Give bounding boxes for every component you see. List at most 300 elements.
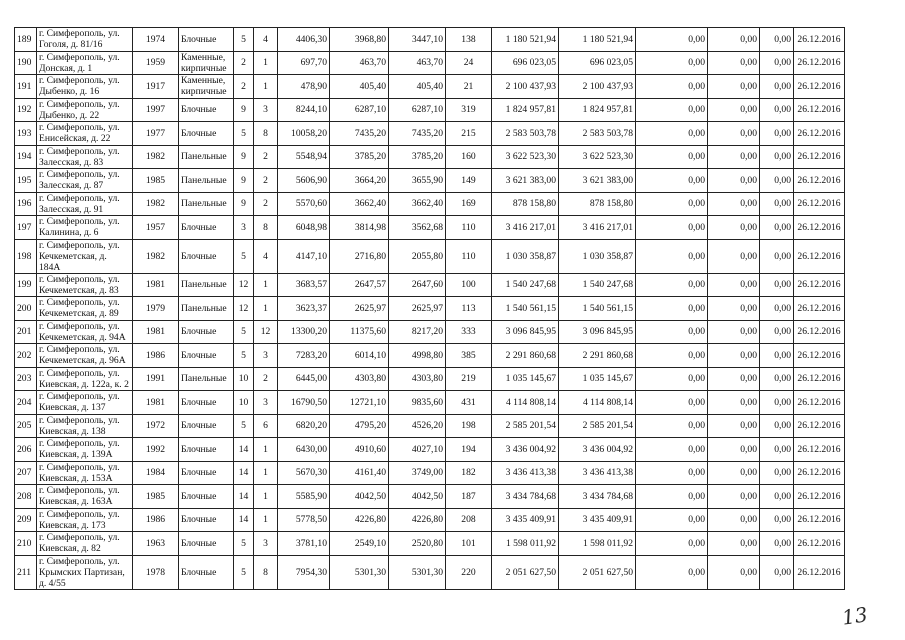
floors-cell: 10 bbox=[234, 391, 254, 415]
address-cell: г. Симферополь, ул. Енисейская, д. 22 bbox=[37, 122, 133, 146]
cost-fund-cell: 3 096 845,95 bbox=[559, 320, 636, 344]
year-cell: 1972 bbox=[133, 414, 179, 438]
private-area-cell: 3749,00 bbox=[389, 461, 446, 485]
zero-value-1-cell: 0,00 bbox=[636, 75, 708, 99]
row-number: 208 bbox=[15, 485, 37, 509]
address-cell: г. Симферополь, ул. Дыбенко, д. 16 bbox=[37, 75, 133, 99]
cost-total-cell: 3 435 409,91 bbox=[492, 508, 559, 532]
floors-cell: 9 bbox=[234, 192, 254, 216]
table-row bbox=[15, 273, 845, 297]
date-cell: 26.12.2016 bbox=[794, 273, 845, 297]
zero-value-3-cell: 0,00 bbox=[760, 192, 794, 216]
date-cell: 26.12.2016 bbox=[794, 51, 845, 75]
wall-material-cell: Блочные bbox=[179, 438, 234, 462]
table-row bbox=[15, 51, 845, 75]
total-area-cell: 16790,50 bbox=[278, 391, 330, 415]
floors-cell: 14 bbox=[234, 461, 254, 485]
floors-cell: 14 bbox=[234, 485, 254, 509]
private-area-cell: 3785,20 bbox=[389, 145, 446, 169]
table-row bbox=[15, 438, 845, 462]
zero-value-2-cell: 0,00 bbox=[708, 344, 760, 368]
year-cell: 1991 bbox=[133, 367, 179, 391]
address-cell: г. Симферополь, ул. Киевская, д. 82 bbox=[37, 532, 133, 556]
address-cell: г. Симферополь, ул. Донская, д. 1 bbox=[37, 51, 133, 75]
cost-fund-cell: 1 030 358,87 bbox=[559, 239, 636, 273]
table-row bbox=[15, 508, 845, 532]
living-area-cell: 12721,10 bbox=[330, 391, 389, 415]
residents-cell: 149 bbox=[446, 169, 492, 193]
private-area-cell: 7435,20 bbox=[389, 122, 446, 146]
address-cell: г. Симферополь, ул. Киевская, д. 153А bbox=[37, 461, 133, 485]
living-area-cell: 3785,20 bbox=[330, 145, 389, 169]
row-number: 205 bbox=[15, 414, 37, 438]
cost-total-cell: 1 540 561,15 bbox=[492, 297, 559, 321]
address-cell: г. Симферополь, ул. Киевская, д. 173 bbox=[37, 508, 133, 532]
wall-material-cell: Блочные bbox=[179, 532, 234, 556]
cost-fund-cell: 1 540 247,68 bbox=[559, 273, 636, 297]
zero-value-1-cell: 0,00 bbox=[636, 508, 708, 532]
residents-cell: 385 bbox=[446, 344, 492, 368]
cost-fund-cell: 2 291 860,68 bbox=[559, 344, 636, 368]
private-area-cell: 4042,50 bbox=[389, 485, 446, 509]
zero-value-3-cell: 0,00 bbox=[760, 169, 794, 193]
cost-fund-cell: 2 051 627,50 bbox=[559, 555, 636, 589]
zero-value-1-cell: 0,00 bbox=[636, 122, 708, 146]
document-page bbox=[14, 27, 845, 590]
date-cell: 26.12.2016 bbox=[794, 28, 845, 52]
residents-cell: 160 bbox=[446, 145, 492, 169]
cost-fund-cell: 1 180 521,94 bbox=[559, 28, 636, 52]
residents-cell: 110 bbox=[446, 216, 492, 240]
zero-value-2-cell: 0,00 bbox=[708, 273, 760, 297]
wall-material-cell: Блочные bbox=[179, 216, 234, 240]
floors-cell: 2 bbox=[234, 51, 254, 75]
table-row bbox=[15, 297, 845, 321]
entrances-cell: 8 bbox=[254, 555, 278, 589]
zero-value-3-cell: 0,00 bbox=[760, 216, 794, 240]
wall-material-cell: Блочные bbox=[179, 414, 234, 438]
year-cell: 1959 bbox=[133, 51, 179, 75]
total-area-cell: 3781,10 bbox=[278, 532, 330, 556]
zero-value-3-cell: 0,00 bbox=[760, 344, 794, 368]
private-area-cell: 8217,20 bbox=[389, 320, 446, 344]
cost-fund-cell: 3 436 004,92 bbox=[559, 438, 636, 462]
cost-total-cell: 1 180 521,94 bbox=[492, 28, 559, 52]
cost-total-cell: 3 434 784,68 bbox=[492, 485, 559, 509]
entrances-cell: 1 bbox=[254, 51, 278, 75]
floors-cell: 3 bbox=[234, 216, 254, 240]
wall-material-cell: Панельные bbox=[179, 169, 234, 193]
floors-cell: 9 bbox=[234, 98, 254, 122]
zero-value-2-cell: 0,00 bbox=[708, 532, 760, 556]
zero-value-1-cell: 0,00 bbox=[636, 485, 708, 509]
zero-value-1-cell: 0,00 bbox=[636, 438, 708, 462]
living-area-cell: 4161,40 bbox=[330, 461, 389, 485]
total-area-cell: 6430,00 bbox=[278, 438, 330, 462]
table-row bbox=[15, 344, 845, 368]
total-area-cell: 5606,90 bbox=[278, 169, 330, 193]
year-cell: 1982 bbox=[133, 145, 179, 169]
row-number: 190 bbox=[15, 51, 37, 75]
cost-total-cell: 3 622 523,30 bbox=[492, 145, 559, 169]
row-number: 193 bbox=[15, 122, 37, 146]
residents-cell: 208 bbox=[446, 508, 492, 532]
entrances-cell: 8 bbox=[254, 122, 278, 146]
cost-total-cell: 3 096 845,95 bbox=[492, 320, 559, 344]
cost-total-cell: 1 540 247,68 bbox=[492, 273, 559, 297]
address-cell: г. Симферополь, ул. Киевская, д. 139А bbox=[37, 438, 133, 462]
zero-value-2-cell: 0,00 bbox=[708, 438, 760, 462]
row-number: 200 bbox=[15, 297, 37, 321]
year-cell: 1974 bbox=[133, 28, 179, 52]
entrances-cell: 3 bbox=[254, 344, 278, 368]
living-area-cell: 6287,10 bbox=[330, 98, 389, 122]
table-row bbox=[15, 122, 845, 146]
cost-total-cell: 2 583 503,78 bbox=[492, 122, 559, 146]
floors-cell: 5 bbox=[234, 28, 254, 52]
zero-value-2-cell: 0,00 bbox=[708, 320, 760, 344]
wall-material-cell: Блочные bbox=[179, 555, 234, 589]
wall-material-cell: Каменные, кирпичные bbox=[179, 51, 234, 75]
cost-total-cell: 1 035 145,67 bbox=[492, 367, 559, 391]
date-cell: 26.12.2016 bbox=[794, 192, 845, 216]
zero-value-1-cell: 0,00 bbox=[636, 273, 708, 297]
private-area-cell: 5301,30 bbox=[389, 555, 446, 589]
entrances-cell: 2 bbox=[254, 169, 278, 193]
private-area-cell: 4998,80 bbox=[389, 344, 446, 368]
cost-fund-cell: 3 436 413,38 bbox=[559, 461, 636, 485]
zero-value-3-cell: 0,00 bbox=[760, 273, 794, 297]
total-area-cell: 5570,60 bbox=[278, 192, 330, 216]
living-area-cell: 7435,20 bbox=[330, 122, 389, 146]
zero-value-1-cell: 0,00 bbox=[636, 169, 708, 193]
floors-cell: 12 bbox=[234, 273, 254, 297]
address-cell: г. Симферополь, ул. Дыбенко, д. 22 bbox=[37, 98, 133, 122]
table-row bbox=[15, 169, 845, 193]
total-area-cell: 7283,20 bbox=[278, 344, 330, 368]
cost-total-cell: 3 436 413,38 bbox=[492, 461, 559, 485]
cost-fund-cell: 3 435 409,91 bbox=[559, 508, 636, 532]
address-cell: г. Симферополь, ул. Гоголя, д. 81/16 bbox=[37, 28, 133, 52]
residents-cell: 24 bbox=[446, 51, 492, 75]
year-cell: 1985 bbox=[133, 169, 179, 193]
zero-value-2-cell: 0,00 bbox=[708, 367, 760, 391]
living-area-cell: 4795,20 bbox=[330, 414, 389, 438]
date-cell: 26.12.2016 bbox=[794, 461, 845, 485]
entrances-cell: 3 bbox=[254, 532, 278, 556]
address-cell: г. Симферополь, ул. Крымских Партизан, д. 4/55 bbox=[37, 555, 133, 589]
zero-value-1-cell: 0,00 bbox=[636, 192, 708, 216]
entrances-cell: 2 bbox=[254, 192, 278, 216]
private-area-cell: 3447,10 bbox=[389, 28, 446, 52]
row-number: 203 bbox=[15, 367, 37, 391]
zero-value-3-cell: 0,00 bbox=[760, 438, 794, 462]
living-area-cell: 405,40 bbox=[330, 75, 389, 99]
year-cell: 1957 bbox=[133, 216, 179, 240]
entrances-cell: 4 bbox=[254, 239, 278, 273]
zero-value-1-cell: 0,00 bbox=[636, 532, 708, 556]
zero-value-1-cell: 0,00 bbox=[636, 414, 708, 438]
cost-fund-cell: 2 100 437,93 bbox=[559, 75, 636, 99]
zero-value-2-cell: 0,00 bbox=[708, 461, 760, 485]
address-cell: г. Симферополь, ул. Киевская, д. 163А bbox=[37, 485, 133, 509]
date-cell: 26.12.2016 bbox=[794, 98, 845, 122]
living-area-cell: 2625,97 bbox=[330, 297, 389, 321]
address-cell: г. Симферополь, ул. Киевская, д. 137 bbox=[37, 391, 133, 415]
year-cell: 1992 bbox=[133, 438, 179, 462]
living-area-cell: 6014,10 bbox=[330, 344, 389, 368]
residents-cell: 21 bbox=[446, 75, 492, 99]
wall-material-cell: Блочные bbox=[179, 122, 234, 146]
wall-material-cell: Панельные bbox=[179, 192, 234, 216]
cost-total-cell: 3 416 217,01 bbox=[492, 216, 559, 240]
zero-value-1-cell: 0,00 bbox=[636, 461, 708, 485]
year-cell: 1984 bbox=[133, 461, 179, 485]
zero-value-3-cell: 0,00 bbox=[760, 122, 794, 146]
date-cell: 26.12.2016 bbox=[794, 297, 845, 321]
wall-material-cell: Блочные bbox=[179, 461, 234, 485]
living-area-cell: 4042,50 bbox=[330, 485, 389, 509]
row-number: 202 bbox=[15, 344, 37, 368]
zero-value-2-cell: 0,00 bbox=[708, 485, 760, 509]
table-row bbox=[15, 239, 845, 273]
living-area-cell: 3662,40 bbox=[330, 192, 389, 216]
row-number: 189 bbox=[15, 28, 37, 52]
cost-fund-cell: 3 434 784,68 bbox=[559, 485, 636, 509]
total-area-cell: 3623,37 bbox=[278, 297, 330, 321]
floors-cell: 14 bbox=[234, 508, 254, 532]
floors-cell: 2 bbox=[234, 75, 254, 99]
entrances-cell: 1 bbox=[254, 438, 278, 462]
entrances-cell: 2 bbox=[254, 145, 278, 169]
floors-cell: 9 bbox=[234, 169, 254, 193]
private-area-cell: 3562,68 bbox=[389, 216, 446, 240]
zero-value-2-cell: 0,00 bbox=[708, 216, 760, 240]
wall-material-cell: Панельные bbox=[179, 145, 234, 169]
row-number: 209 bbox=[15, 508, 37, 532]
table-row bbox=[15, 461, 845, 485]
wall-material-cell: Блочные bbox=[179, 508, 234, 532]
entrances-cell: 1 bbox=[254, 273, 278, 297]
living-area-cell: 2716,80 bbox=[330, 239, 389, 273]
year-cell: 1986 bbox=[133, 508, 179, 532]
row-number: 197 bbox=[15, 216, 37, 240]
year-cell: 1917 bbox=[133, 75, 179, 99]
residents-cell: 113 bbox=[446, 297, 492, 321]
floors-cell: 14 bbox=[234, 438, 254, 462]
year-cell: 1986 bbox=[133, 344, 179, 368]
entrances-cell: 12 bbox=[254, 320, 278, 344]
total-area-cell: 8244,10 bbox=[278, 98, 330, 122]
entrances-cell: 4 bbox=[254, 28, 278, 52]
residents-cell: 431 bbox=[446, 391, 492, 415]
living-area-cell: 3814,98 bbox=[330, 216, 389, 240]
private-area-cell: 2647,60 bbox=[389, 273, 446, 297]
zero-value-2-cell: 0,00 bbox=[708, 239, 760, 273]
year-cell: 1997 bbox=[133, 98, 179, 122]
total-area-cell: 5778,50 bbox=[278, 508, 330, 532]
table-row bbox=[15, 414, 845, 438]
floors-cell: 5 bbox=[234, 320, 254, 344]
residents-cell: 101 bbox=[446, 532, 492, 556]
housing-register-table bbox=[14, 27, 845, 590]
year-cell: 1963 bbox=[133, 532, 179, 556]
year-cell: 1982 bbox=[133, 239, 179, 273]
zero-value-2-cell: 0,00 bbox=[708, 145, 760, 169]
living-area-cell: 3664,20 bbox=[330, 169, 389, 193]
residents-cell: 198 bbox=[446, 414, 492, 438]
address-cell: г. Симферополь, ул. Кечкеметская, д. 184А bbox=[37, 239, 133, 273]
total-area-cell: 3683,57 bbox=[278, 273, 330, 297]
private-area-cell: 463,70 bbox=[389, 51, 446, 75]
wall-material-cell: Блочные bbox=[179, 391, 234, 415]
total-area-cell: 5670,30 bbox=[278, 461, 330, 485]
living-area-cell: 4910,60 bbox=[330, 438, 389, 462]
zero-value-1-cell: 0,00 bbox=[636, 320, 708, 344]
table-row bbox=[15, 485, 845, 509]
entrances-cell: 1 bbox=[254, 485, 278, 509]
zero-value-1-cell: 0,00 bbox=[636, 51, 708, 75]
table-row bbox=[15, 75, 845, 99]
cost-total-cell: 1 598 011,92 bbox=[492, 532, 559, 556]
cost-fund-cell: 2 583 503,78 bbox=[559, 122, 636, 146]
row-number: 194 bbox=[15, 145, 37, 169]
row-number: 195 bbox=[15, 169, 37, 193]
cost-total-cell: 1 824 957,81 bbox=[492, 98, 559, 122]
row-number: 191 bbox=[15, 75, 37, 99]
residents-cell: 215 bbox=[446, 122, 492, 146]
total-area-cell: 6820,20 bbox=[278, 414, 330, 438]
zero-value-1-cell: 0,00 bbox=[636, 367, 708, 391]
zero-value-2-cell: 0,00 bbox=[708, 414, 760, 438]
cost-fund-cell: 4 114 808,14 bbox=[559, 391, 636, 415]
row-number: 204 bbox=[15, 391, 37, 415]
entrances-cell: 6 bbox=[254, 414, 278, 438]
table-row bbox=[15, 320, 845, 344]
zero-value-3-cell: 0,00 bbox=[760, 532, 794, 556]
zero-value-3-cell: 0,00 bbox=[760, 367, 794, 391]
entrances-cell: 1 bbox=[254, 297, 278, 321]
handwritten-page-number: 13 bbox=[840, 602, 869, 630]
total-area-cell: 13300,20 bbox=[278, 320, 330, 344]
cost-total-cell: 3 621 383,00 bbox=[492, 169, 559, 193]
date-cell: 26.12.2016 bbox=[794, 75, 845, 99]
date-cell: 26.12.2016 bbox=[794, 344, 845, 368]
zero-value-2-cell: 0,00 bbox=[708, 98, 760, 122]
private-area-cell: 4303,80 bbox=[389, 367, 446, 391]
cost-total-cell: 878 158,80 bbox=[492, 192, 559, 216]
wall-material-cell: Панельные bbox=[179, 273, 234, 297]
living-area-cell: 4303,80 bbox=[330, 367, 389, 391]
zero-value-2-cell: 0,00 bbox=[708, 51, 760, 75]
address-cell: г. Симферополь, ул. Калинина, д. 6 bbox=[37, 216, 133, 240]
wall-material-cell: Блочные bbox=[179, 344, 234, 368]
living-area-cell: 3968,80 bbox=[330, 28, 389, 52]
cost-total-cell: 2 100 437,93 bbox=[492, 75, 559, 99]
zero-value-1-cell: 0,00 bbox=[636, 391, 708, 415]
zero-value-3-cell: 0,00 bbox=[760, 485, 794, 509]
zero-value-1-cell: 0,00 bbox=[636, 216, 708, 240]
address-cell: г. Симферополь, ул. Киевская, д. 122а, к. 2 bbox=[37, 367, 133, 391]
cost-total-cell: 3 436 004,92 bbox=[492, 438, 559, 462]
zero-value-3-cell: 0,00 bbox=[760, 239, 794, 273]
cost-fund-cell: 3 622 523,30 bbox=[559, 145, 636, 169]
date-cell: 26.12.2016 bbox=[794, 391, 845, 415]
total-area-cell: 10058,20 bbox=[278, 122, 330, 146]
row-number: 206 bbox=[15, 438, 37, 462]
year-cell: 1979 bbox=[133, 297, 179, 321]
cost-fund-cell: 3 621 383,00 bbox=[559, 169, 636, 193]
row-number: 201 bbox=[15, 320, 37, 344]
zero-value-1-cell: 0,00 bbox=[636, 145, 708, 169]
address-cell: г. Симферополь, ул. Кечкеметская, д. 94А bbox=[37, 320, 133, 344]
floors-cell: 5 bbox=[234, 122, 254, 146]
wall-material-cell: Панельные bbox=[179, 297, 234, 321]
table-row bbox=[15, 28, 845, 52]
zero-value-2-cell: 0,00 bbox=[708, 555, 760, 589]
date-cell: 26.12.2016 bbox=[794, 122, 845, 146]
cost-fund-cell: 3 416 217,01 bbox=[559, 216, 636, 240]
zero-value-3-cell: 0,00 bbox=[760, 320, 794, 344]
zero-value-2-cell: 0,00 bbox=[708, 508, 760, 532]
zero-value-3-cell: 0,00 bbox=[760, 461, 794, 485]
table-row bbox=[15, 555, 845, 589]
living-area-cell: 2549,10 bbox=[330, 532, 389, 556]
total-area-cell: 6445,00 bbox=[278, 367, 330, 391]
zero-value-3-cell: 0,00 bbox=[760, 145, 794, 169]
entrances-cell: 8 bbox=[254, 216, 278, 240]
zero-value-3-cell: 0,00 bbox=[760, 391, 794, 415]
table-row bbox=[15, 145, 845, 169]
residents-cell: 100 bbox=[446, 273, 492, 297]
residents-cell: 220 bbox=[446, 555, 492, 589]
address-cell: г. Симферополь, ул. Залесская, д. 91 bbox=[37, 192, 133, 216]
cost-fund-cell: 2 585 201,54 bbox=[559, 414, 636, 438]
private-area-cell: 6287,10 bbox=[389, 98, 446, 122]
zero-value-3-cell: 0,00 bbox=[760, 555, 794, 589]
private-area-cell: 4226,80 bbox=[389, 508, 446, 532]
residents-cell: 182 bbox=[446, 461, 492, 485]
total-area-cell: 7954,30 bbox=[278, 555, 330, 589]
total-area-cell: 4147,10 bbox=[278, 239, 330, 273]
row-number: 210 bbox=[15, 532, 37, 556]
address-cell: г. Симферополь, ул. Кечкеметская, д. 96А bbox=[37, 344, 133, 368]
floors-cell: 5 bbox=[234, 532, 254, 556]
address-cell: г. Симферополь, ул. Кечкеметская, д. 89 bbox=[37, 297, 133, 321]
cost-fund-cell: 1 824 957,81 bbox=[559, 98, 636, 122]
wall-material-cell: Блочные bbox=[179, 320, 234, 344]
total-area-cell: 697,70 bbox=[278, 51, 330, 75]
residents-cell: 138 bbox=[446, 28, 492, 52]
wall-material-cell: Панельные bbox=[179, 367, 234, 391]
year-cell: 1982 bbox=[133, 192, 179, 216]
zero-value-3-cell: 0,00 bbox=[760, 28, 794, 52]
wall-material-cell: Блочные bbox=[179, 485, 234, 509]
wall-material-cell: Блочные bbox=[179, 239, 234, 273]
date-cell: 26.12.2016 bbox=[794, 320, 845, 344]
table-body bbox=[15, 28, 845, 590]
date-cell: 26.12.2016 bbox=[794, 239, 845, 273]
zero-value-1-cell: 0,00 bbox=[636, 239, 708, 273]
zero-value-2-cell: 0,00 bbox=[708, 297, 760, 321]
cost-fund-cell: 1 540 561,15 bbox=[559, 297, 636, 321]
residents-cell: 187 bbox=[446, 485, 492, 509]
zero-value-3-cell: 0,00 bbox=[760, 98, 794, 122]
year-cell: 1981 bbox=[133, 320, 179, 344]
zero-value-1-cell: 0,00 bbox=[636, 297, 708, 321]
zero-value-2-cell: 0,00 bbox=[708, 28, 760, 52]
private-area-cell: 2520,80 bbox=[389, 532, 446, 556]
